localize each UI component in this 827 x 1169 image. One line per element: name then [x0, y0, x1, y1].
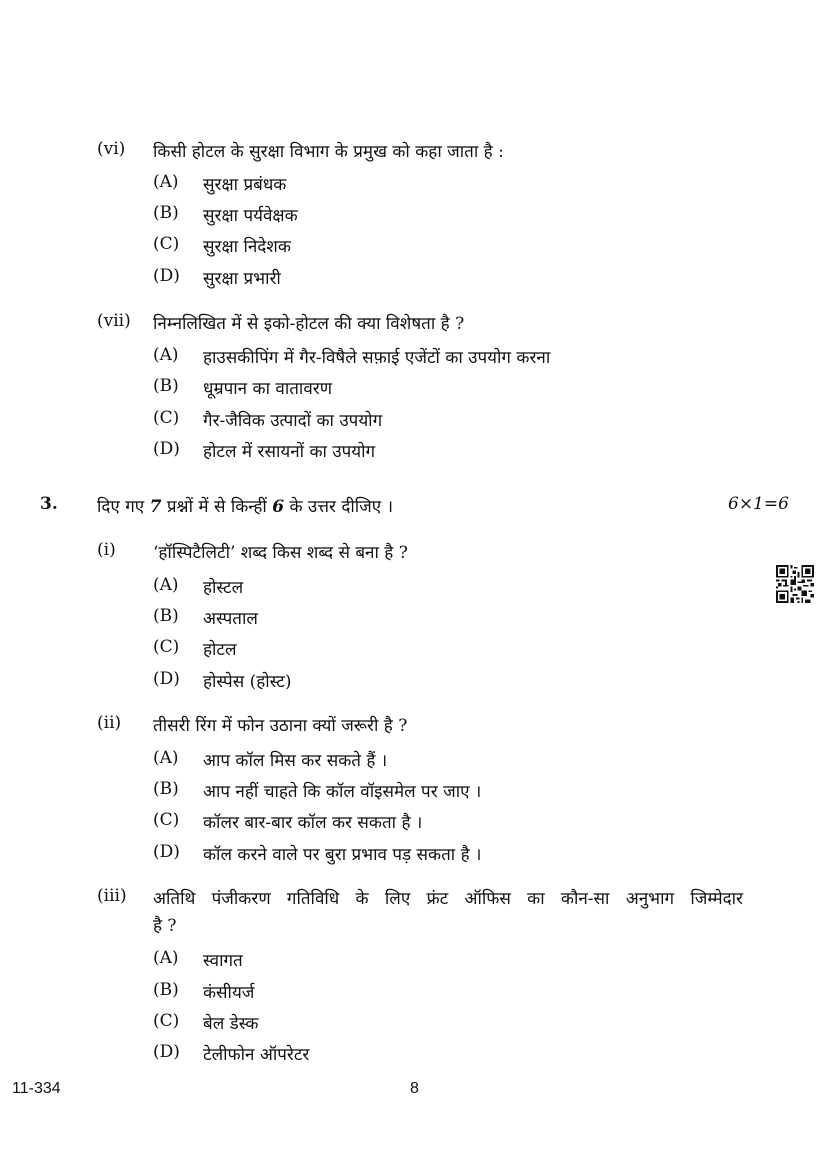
section-number: 3.: [40, 494, 58, 514]
question-number: (iii): [97, 886, 127, 906]
section-instruction: [97, 494, 393, 517]
option-text: कंसीयर्ज: [203, 983, 255, 1003]
option-text: सुरक्षा निदेशक: [203, 237, 291, 257]
question-text-line-2: है ?: [153, 916, 177, 936]
option-text: गैर-जैविक उत्पादों का उपयोग: [203, 411, 383, 431]
option-text: सुरक्षा पर्यवेक्षक: [203, 206, 298, 226]
qr-code-icon: [776, 565, 814, 603]
option-label: (D): [153, 1042, 180, 1062]
instruction-post: के उत्तर दीजिए ।: [289, 497, 394, 517]
marks-allocation: 6×1=6: [728, 494, 789, 514]
option-label: (C): [153, 1011, 180, 1031]
option-label: (B): [153, 606, 179, 626]
option-label: (B): [153, 779, 179, 799]
option-label: (A): [153, 172, 179, 192]
option-label: (B): [153, 980, 179, 1000]
option-text: अस्पताल: [203, 609, 258, 629]
instruction-mid: प्रश्नों में से किन्हीं: [166, 497, 267, 517]
option-label: (D): [153, 439, 180, 459]
option-text: हाउसकीपिंग में गैर-विषैले सफ़ाई एजेंटों का उपयोग करना: [203, 348, 551, 368]
option-label: (C): [153, 810, 180, 830]
option-label: (A): [153, 345, 179, 365]
option-label: (D): [153, 842, 180, 862]
question-text: ‘हॉस्पिटैलिटी’ शब्द किस शब्द से बना है ?: [153, 543, 408, 563]
count-total: 7: [149, 497, 162, 517]
paper-code: 11-334: [12, 1080, 61, 1097]
option-text: सुरक्षा प्रभारी: [203, 269, 281, 289]
question-text: किसी होटल के सुरक्षा विभाग के प्रमुख को कहा जाता है :: [153, 142, 504, 162]
option-text: आप कॉल मिस कर सकते हैं ।: [203, 751, 388, 771]
question-text: निम्नलिखित में से इको-होटल की क्या विशेषता है ?: [153, 314, 465, 334]
option-label: (B): [153, 203, 179, 223]
option-text: कॉल करने वाले पर बुरा प्रभाव पड़ सकता है ।: [203, 845, 482, 865]
question-number: (vi): [97, 139, 126, 159]
option-text: होस्टल: [203, 578, 244, 598]
question-text: तीसरी रिंग में फोन उठाना क्यों जरूरी है ?: [153, 716, 408, 736]
option-text: होस्पेस (होस्ट): [203, 672, 292, 692]
option-label: (C): [153, 637, 180, 657]
question-number: (ii): [97, 713, 122, 733]
option-label: (B): [153, 376, 179, 396]
option-text: कॉलर बार-बार कॉल कर सकता है ।: [203, 813, 423, 833]
option-label: (C): [153, 408, 180, 428]
option-text: होटल: [203, 640, 237, 660]
count-answer: 6: [272, 497, 285, 517]
option-label: (A): [153, 948, 179, 968]
option-label: (D): [153, 266, 180, 286]
option-label: (A): [153, 575, 179, 595]
option-text: होटल में रसायनों का उपयोग: [203, 442, 376, 462]
option-text: धूम्रपान का वातावरण: [203, 379, 333, 399]
option-text: बेल डेस्क: [203, 1014, 259, 1034]
option-text: टेलीफोन ऑपरेटर: [203, 1045, 310, 1065]
question-number: (vii): [97, 311, 131, 331]
option-label: (C): [153, 234, 180, 254]
page-number: 8: [410, 1080, 419, 1097]
option-label: (D): [153, 669, 180, 689]
instruction-pre: दिए गए: [97, 497, 145, 517]
option-label: (A): [153, 748, 179, 768]
option-text: आप नहीं चाहते कि कॉल वॉइसमेल पर जाए ।: [203, 782, 482, 802]
option-text: स्वागत: [203, 951, 243, 971]
question-text-line-1: अतिथि पंजीकरण गतिविधि के लिए फ्रंट ऑफिस का कौन-सा अनुभाग जिम्मेदार: [153, 889, 743, 909]
question-number: (i): [97, 540, 116, 560]
option-text: सुरक्षा प्रबंधक: [203, 175, 287, 195]
